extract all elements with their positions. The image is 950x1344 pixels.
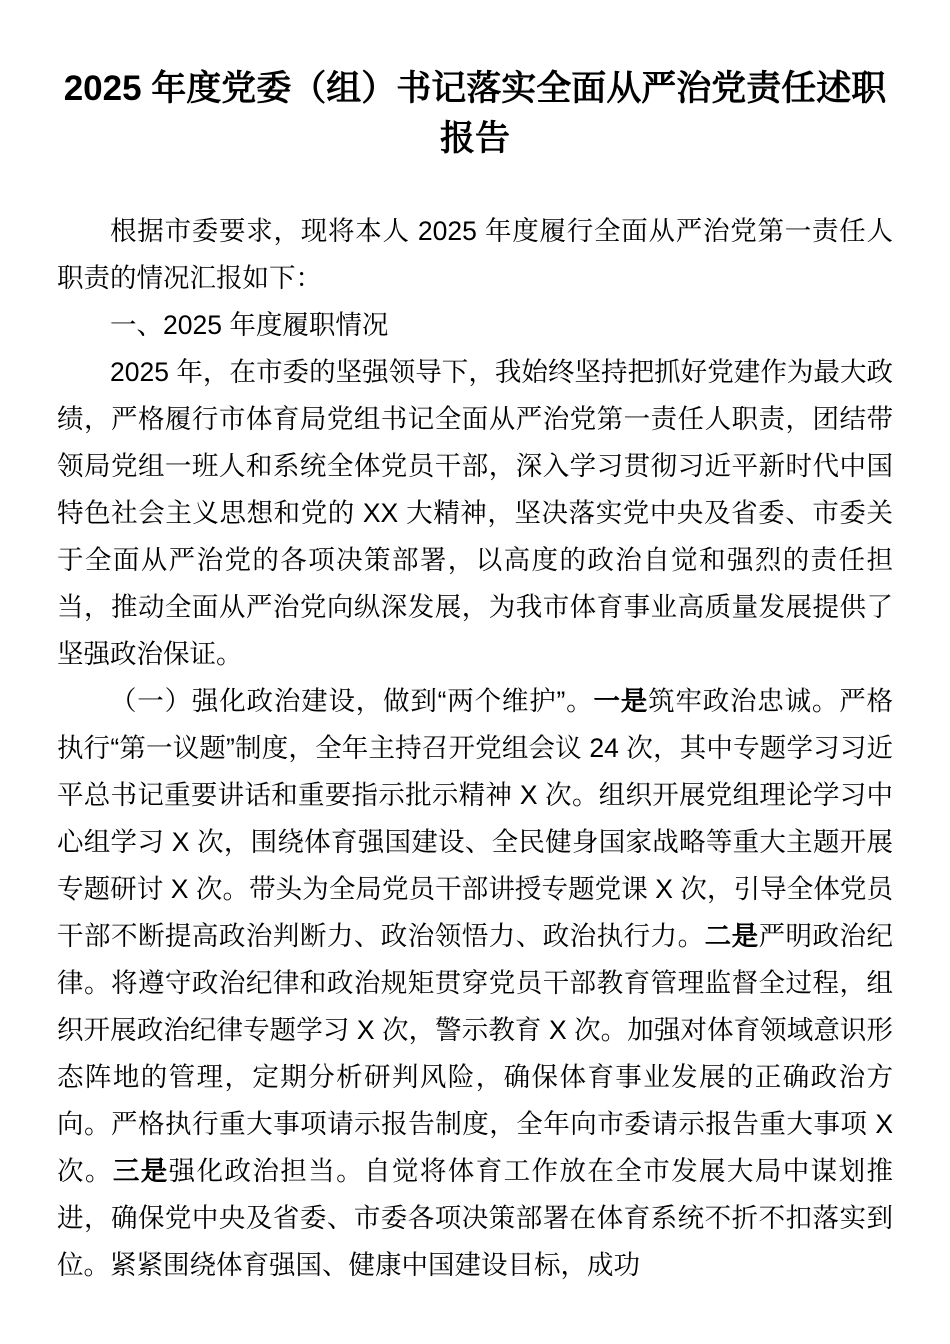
text-run: 根据市委要求，现将本人 2025 年度履行全面从严治党第一责任人职责的情况汇报如下：	[57, 216, 893, 293]
paragraph	[57, 208, 893, 302]
paragraph	[57, 349, 893, 678]
text-run: 2025 年，在市委的坚强领导下，我始终坚持把抓好党建作为最大政绩，严格履行市体育局党组书记全面从严治党第一责任人职责，团结带领局党组一班人和系统全体党员干部，深入学习贯彻习近平新时代中国特色社会主义思想和党的 XX 大精神，坚决落实党中央及省委、市委关于全面从严治党的各项决策部署，以高度的政治自觉和强烈的责任担当，推动全面从严治党向纵深发展，为我市体育事业高质量发展提供了坚强政治保证。	[57, 357, 893, 669]
bold-run: 一是	[593, 686, 649, 716]
section-heading	[57, 302, 893, 349]
text-run: （一）强化政治建设，做到“两个维护”。	[110, 686, 594, 716]
bold-run: 三是	[112, 1156, 169, 1186]
text-run: 严明政治纪律。将遵守政治纪律和政治规矩贯穿党员干部教育管理监督全过程，组织开展政治纪律专题学习 X 次，警示教育 X 次。加强对体育领域意识形态阵地的管理，定期分析研判风险，确保体育事业发展的正确政治方向。严格执行重大事项请示报告制度，全年向市委请示报告重大事项 X 次。	[57, 921, 894, 1186]
paragraph	[57, 678, 893, 1289]
bold-run: 二是	[704, 921, 759, 951]
text-run: 强化政治担当。自觉将体育工作放在全市发展大局中谋划推进，确保党中央及省委、市委各项决策部署在体育系统不折不扣落实到位。紧紧围绕体育强国、健康中国建设目标，成功	[57, 1156, 894, 1280]
text-run: 筑牢政治忠诚。严格执行“第一议题”制度，全年主持召开党组会议 24 次，其中专题学习习近平总书记重要讲话和重要指示批示精神 X 次。组织开展党组理论学习中心组学习 X 次，围绕体育强国建设、全民健身国家战略等重大主题开展专题研讨 X 次。带头为全局党员干部讲授专题党课 X 次，引导全体党员干部不断提高政治判断力、政治领悟力、政治执行力。	[57, 686, 894, 951]
document-title: 2025 年度党委（组）书记落实全面从严治党责任述职报告	[63, 69, 887, 158]
text-run: 一、2025 年度履职情况	[110, 310, 389, 340]
document-body	[57, 208, 893, 1289]
